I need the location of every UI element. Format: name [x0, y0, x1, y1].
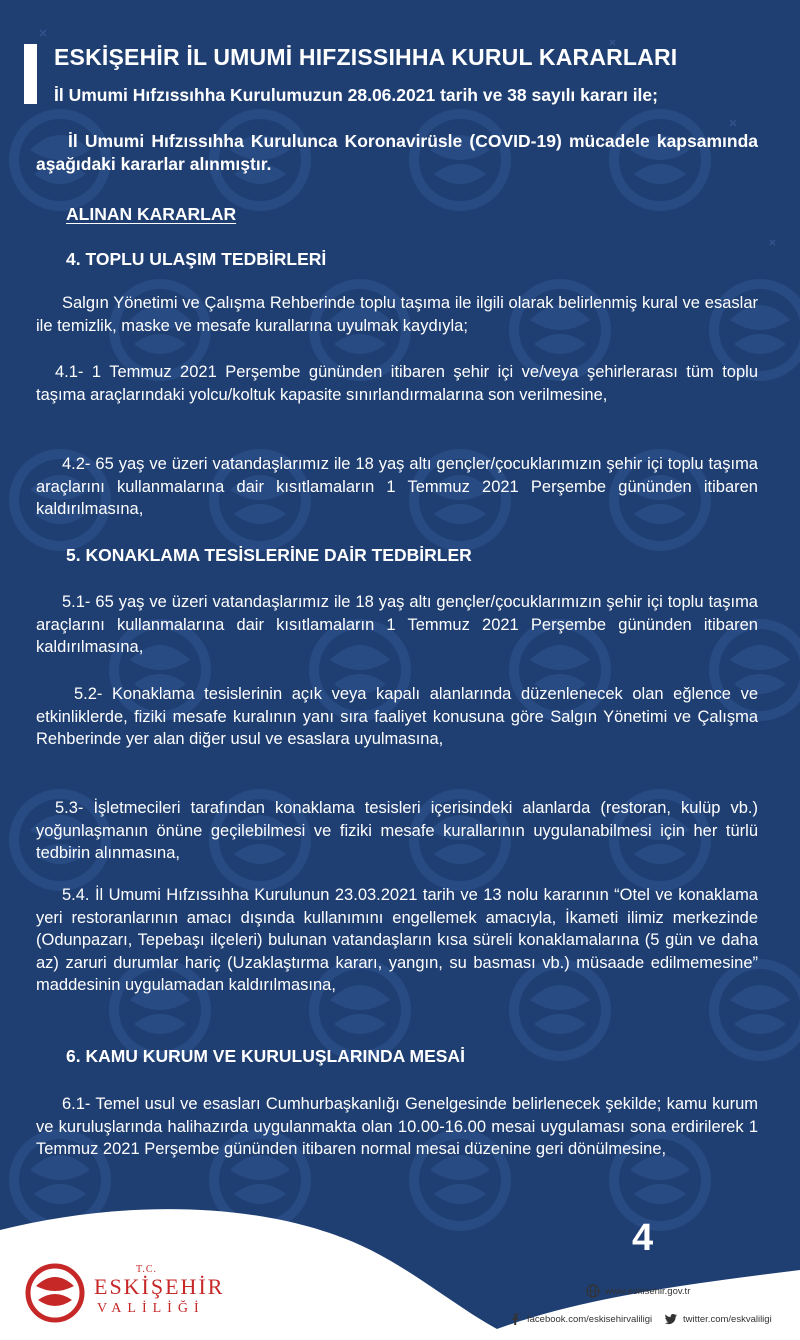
footer	[0, 1190, 800, 1340]
page-subtitle: İl Umumi Hıfzıssıhha Kurulumuzun 28.06.2021 tarih ve 38 sayılı kararı ile;	[54, 85, 658, 105]
accommodation-item-5-2: 5.2- Konaklama tesislerinin açık veya kapalı alanlarında düzenlenecek olan eğlence ve etkinliklerde, fiziki mesafe kuralının yanı sıra faaliyet konusuna göre Salgın Yönetimi ve Çalışma Rehberinde yer alan diğer usul ve esaslara uyulmasına,	[36, 685, 758, 748]
globe-icon	[586, 1284, 600, 1298]
section-heading-transport: 4. TOPLU ULAŞIM TEDBİRLERİ	[66, 249, 327, 269]
transport-item-4-1: 4.1- 1 Temmuz 2021 Perşembe gününden itibaren şehir içi ve/veya şehirlerarası tüm toplu taşıma araçlarındaki yolcu/koltuk kapasite sınırlandırmalarına son verilmesine,	[36, 363, 758, 404]
decisions-heading: ALINAN KARARLAR	[66, 204, 237, 224]
eskisehir-logo-emblem-icon	[24, 1262, 86, 1324]
section-heading-accommodation: 5. KONAKLAMA TESİSLERİNE DAİR TEDBİRLER	[66, 545, 472, 565]
twitter-icon	[664, 1312, 678, 1326]
page-number: 4	[632, 1217, 654, 1259]
transport-item-4-2: 4.2- 65 yaş ve üzeri vatandaşlarımız ile 18 yaş altı gençler/çocuklarımızın şehir içi toplu taşıma araçlarını kullanmalarına dair kısıtlamaların 1 Temmuz 2021 Perşembe gününden itibaren kaldırılmasına,	[36, 455, 758, 518]
logo-org: VALİLİĞİ	[97, 1301, 205, 1316]
transport-intro: Salgın Yönetimi ve Çalışma Rehberinde toplu taşıma ile ilgili olarak belirlenmiş kural ve esaslar ile temizlik, maske ve mesafe kurallarına uyulmak kaydıyla;	[36, 294, 758, 335]
facebook-text: facebook.com/eskisehirvaliligi	[527, 1313, 653, 1325]
page-title: ESKİŞEHİR İL UMUMİ HIFZISSIHHA KURUL KARARLARI	[54, 44, 678, 70]
logo-tc: T.C.	[136, 1264, 158, 1275]
website-link[interactable]	[586, 1284, 690, 1298]
section-heading-public: 6. KAMU KURUM VE KURULUŞLARINDA MESAİ	[66, 1046, 465, 1066]
intro-paragraph: İl Umumi Hıfzıssıhha Kurulunca Koronavirüsle (COVID-19) mücadele kapsamında aşağıdaki kararlar alınmıştır.	[36, 131, 758, 174]
facebook-icon	[508, 1312, 522, 1326]
facebook-link[interactable]	[508, 1312, 652, 1326]
accommodation-item-5-1: 5.1- 65 yaş ve üzeri vatandaşlarımız ile 18 yaş altı gençler/çocuklarımızın şehir içi toplu taşıma araçlarını kullanmalarına dair kısıtlamaların 1 Temmuz 2021 Perşembe gününden itibaren kaldırılmasına,	[36, 593, 758, 656]
public-item-6-1: 6.1- Temel usul ve esasları Cumhurbaşkanlığı Genelgesinde belirlenecek şekilde; kamu kurum ve kuruluşlarında halihazırda uygulanmakta olan 10.00-16.00 mesai uygulaması sona erdirilerek 1 Temmuz 2021 Perşembe gününden itibaren normal mesai düzenine geri dönülmesine,	[36, 1095, 758, 1158]
website-text: www.eskisehir.gov.tr	[605, 1285, 691, 1297]
twitter-link[interactable]	[664, 1312, 772, 1326]
accommodation-item-5-3: 5.3- İşletmecileri tarafından konaklama tesisleri içerisindeki alanlarda (restoran, kulüp vb.) yoğunlaşmanın önüne geçilebilmesi ve fiziki mesafe kurallarının uygulanabilmesi için her türlü tedbirin alınmasına,	[36, 799, 758, 862]
accommodation-item-5-4: 5.4. İl Umumi Hıfzıssıhha Kurulunun 23.03.2021 tarih ve 13 nolu kararının “Otel ve konaklama yeri restoranlarının amacı dışında kullanımını engellemek amacıyla, İkameti ilimiz merkezinde (Odunpazarı, Tepebaşı ilçeleri) bulunan vatandaşların kısa süreli konaklamalarına (5 gün ve daha az) zaruri durumlar hariç (Uzaklaştırma kararı, yangın, su basması vb.) müsaade edilmemesine” maddesinin uygulamadan kaldırılmasına,	[36, 886, 758, 994]
logo-city: ESKİŞEHİR	[94, 1274, 225, 1299]
twitter-text: twitter.com/eskvaliligi	[683, 1313, 772, 1325]
title-accent-bar	[24, 44, 37, 104]
